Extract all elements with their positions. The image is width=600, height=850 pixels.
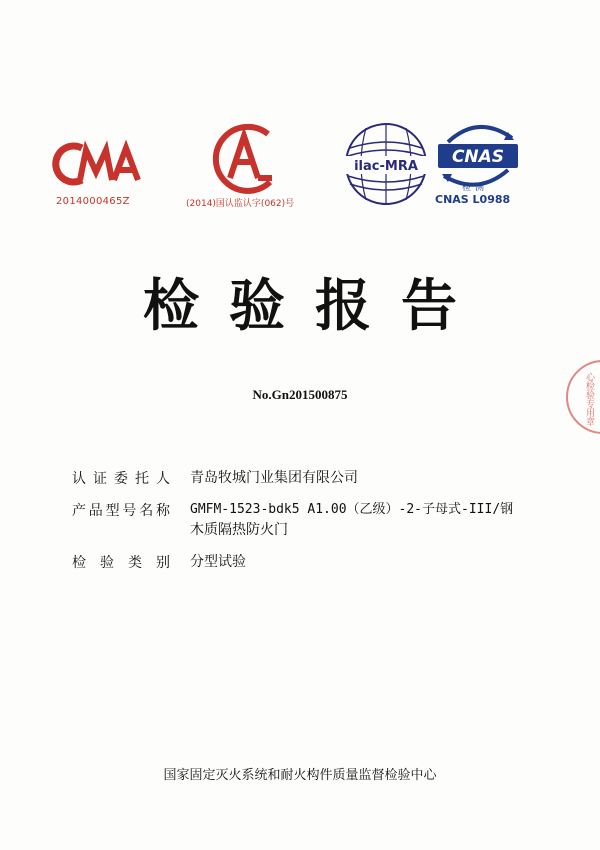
field-product	[72, 500, 582, 540]
field-value: 分型试验	[190, 554, 246, 570]
ilac-mra-logo	[340, 118, 432, 210]
ilac-mark: ilac-MRA	[354, 159, 418, 174]
cnas-sub: 检测	[462, 183, 489, 193]
cnas-code: CNAS L0988	[435, 193, 511, 206]
field-value-line: 木质隔热防火门	[190, 522, 288, 538]
cma-logo	[52, 138, 144, 190]
cnas-mark: CNAS	[451, 147, 505, 167]
field-client	[72, 468, 582, 488]
field-value	[190, 500, 582, 540]
cal-code: (2014)国认监认字(062)号	[186, 199, 295, 209]
stamp-text: 心检验专用章	[584, 372, 594, 426]
field-label: 检验类别	[72, 555, 172, 571]
issuing-organization: 国家固定灭火系统和耐火构件质量监督检验中心	[163, 768, 437, 783]
field-value: 青岛牧城门业集团有限公司	[190, 470, 358, 486]
report-fields	[72, 468, 582, 584]
field-label: 认证委托人	[72, 471, 172, 487]
field-value-line: GMFM-1523-bdk5 A1.00（乙级）-2-子母式-III/钢	[190, 502, 514, 517]
cma-code: 2014000465Z	[56, 196, 130, 207]
report-title: 检验报告	[143, 274, 487, 339]
field-label: 产品型号名称	[72, 503, 172, 519]
report-number: No.Gn201500875	[252, 387, 348, 402]
cal-logo	[198, 120, 288, 198]
field-test-type	[72, 552, 582, 572]
